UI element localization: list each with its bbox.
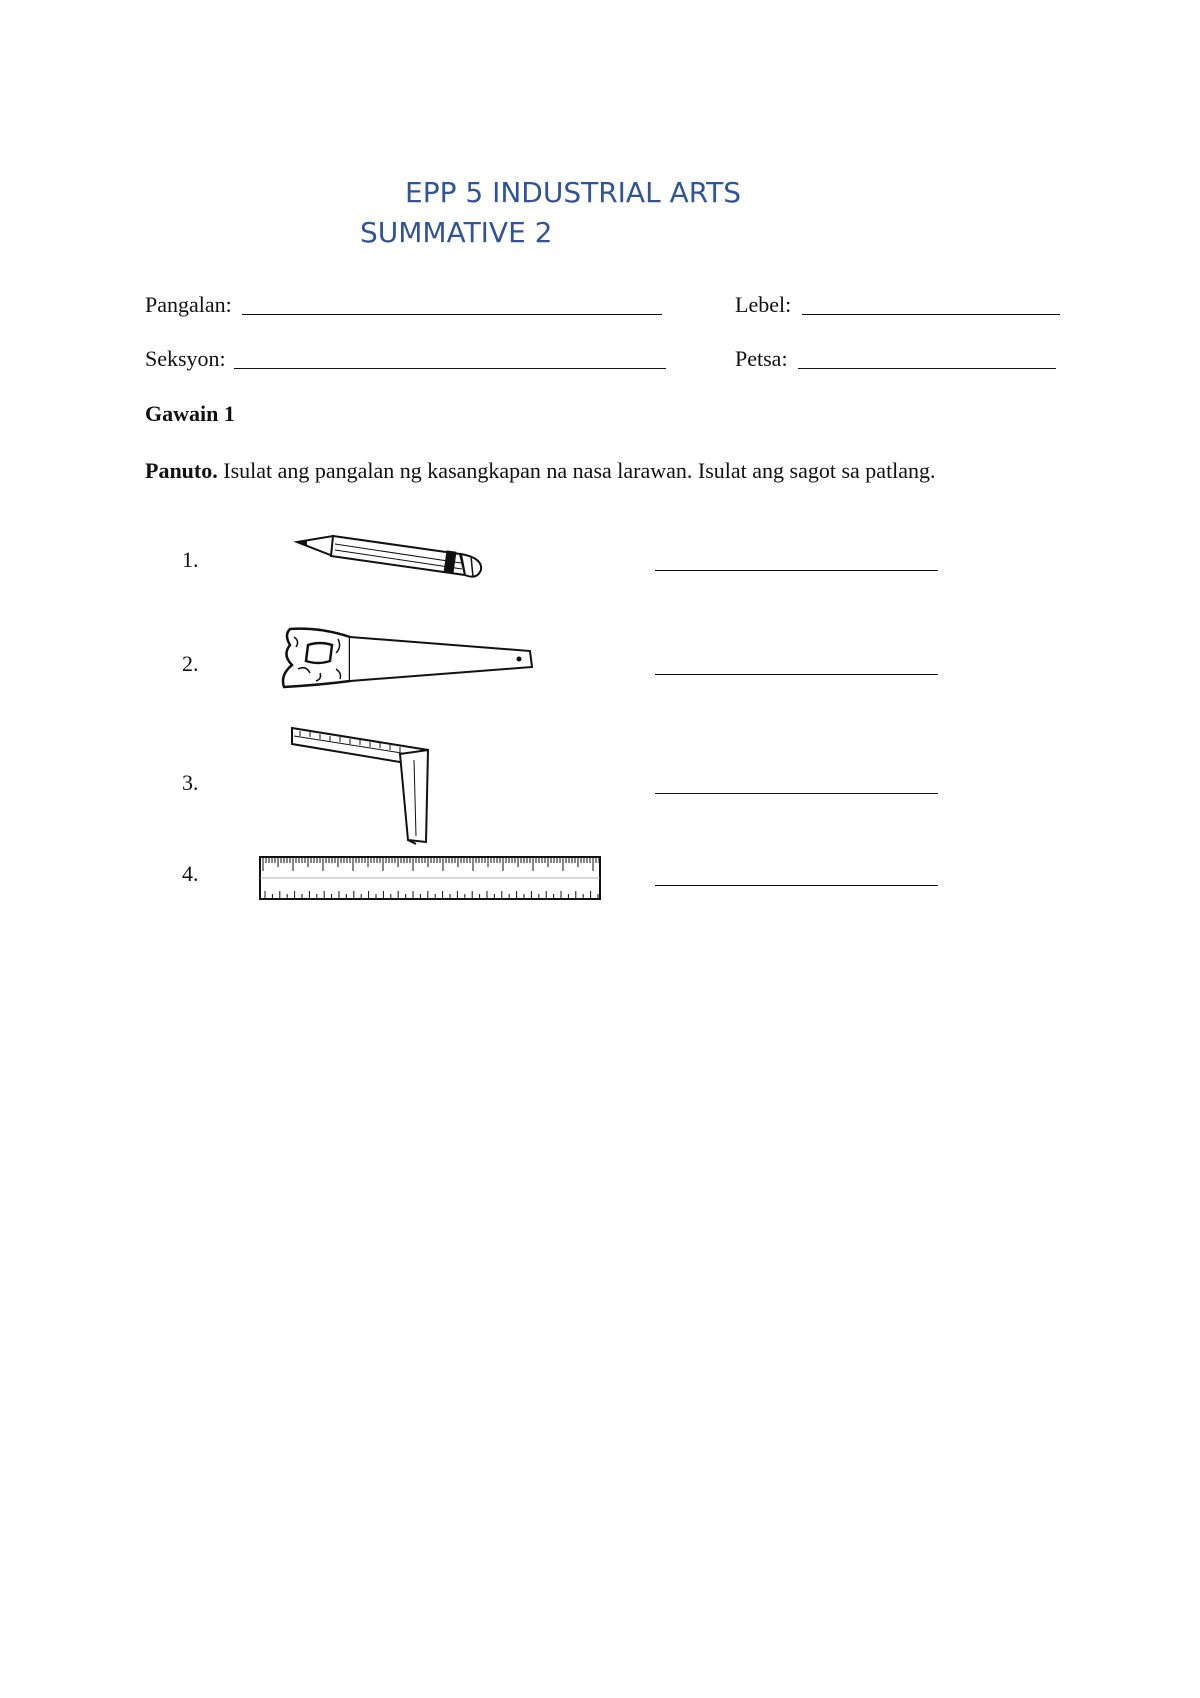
level-label: Lebel: <box>735 292 792 317</box>
item-number-2: 2. <box>182 651 199 676</box>
section-label: Seksyon: <box>145 346 226 371</box>
try-square-icon <box>288 726 438 846</box>
name-blank[interactable] <box>242 314 662 315</box>
pencil-icon <box>295 530 505 585</box>
answer-blank-1[interactable] <box>655 570 938 571</box>
item-number-3: 3. <box>182 770 199 795</box>
instruction <box>145 458 936 484</box>
title-line-1: EPP 5 INDUSTRIAL ARTS <box>405 176 742 209</box>
title-line-2: SUMMATIVE 2 <box>360 216 553 249</box>
section-blank[interactable] <box>234 368 666 369</box>
handsaw-icon <box>280 625 535 690</box>
item-number-4: 4. <box>182 861 199 886</box>
answer-blank-4[interactable] <box>655 885 938 886</box>
answer-blank-3[interactable] <box>655 793 938 794</box>
instruction-text: Isulat ang pangalan ng kasangkapan na nasa larawan. Isulat ang sagot sa patlang. <box>217 458 936 483</box>
instruction-label: Panuto. <box>145 458 218 483</box>
date-label: Petsa: <box>735 346 788 371</box>
activity-heading: Gawain 1 <box>145 401 235 426</box>
date-blank[interactable] <box>798 368 1056 369</box>
ruler-icon <box>259 856 601 900</box>
item-number-1: 1. <box>182 547 199 572</box>
name-label: Pangalan: <box>145 292 232 317</box>
answer-blank-2[interactable] <box>655 674 938 675</box>
level-blank[interactable] <box>802 314 1060 315</box>
